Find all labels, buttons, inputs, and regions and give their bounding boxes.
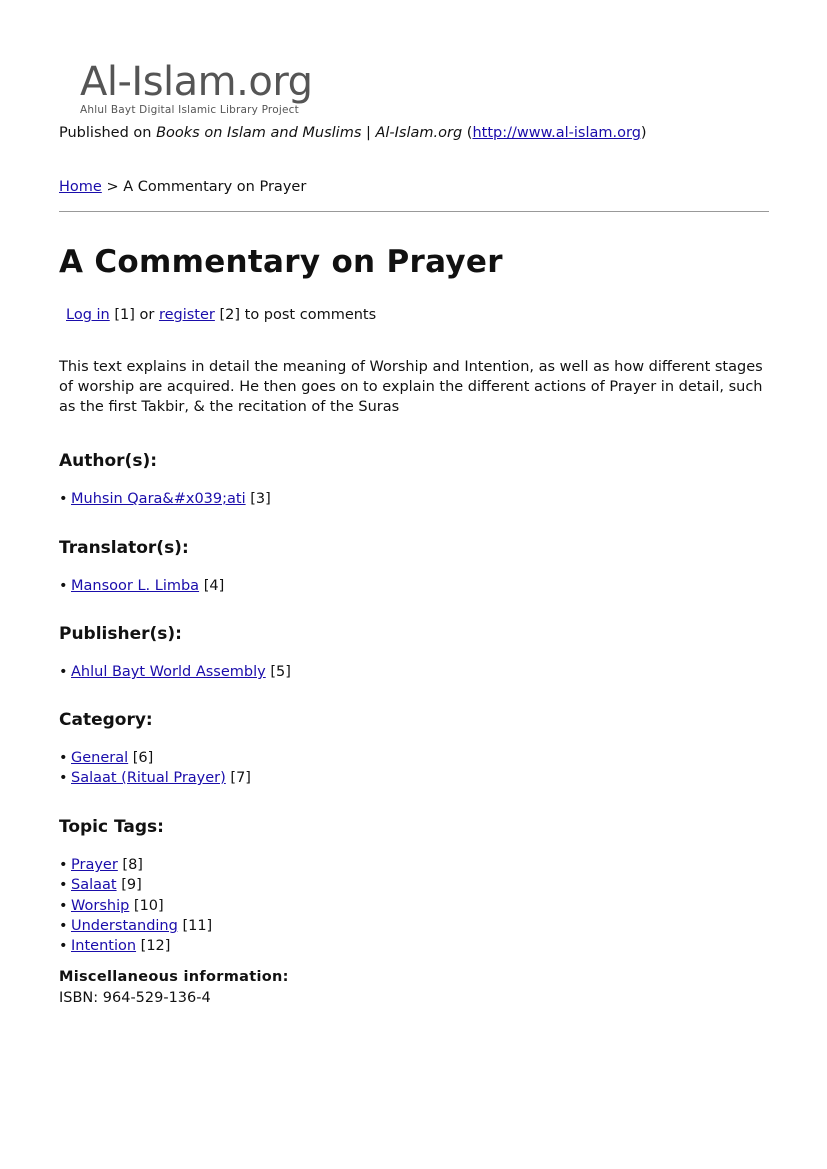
list-item xyxy=(59,748,251,768)
authors-section xyxy=(59,451,271,509)
login-suffix: to post comments xyxy=(244,307,377,323)
ref-number: [8] xyxy=(122,857,143,873)
login-prompt xyxy=(66,307,376,323)
tag-link[interactable]: Intention xyxy=(71,938,137,955)
breadcrumb-separator: > xyxy=(106,179,119,195)
ref-number: [5] xyxy=(270,664,291,680)
publisher-link[interactable]: Ahlul Bayt World Assembly xyxy=(71,664,266,680)
publishers-list xyxy=(59,662,291,682)
ref-number: [3] xyxy=(250,491,271,507)
tag-link[interactable]: Salaat xyxy=(71,877,117,894)
list-item xyxy=(59,768,251,788)
breadcrumb xyxy=(59,179,306,195)
site-logo xyxy=(80,59,320,120)
translators-section xyxy=(59,538,224,596)
ref-number: [10] xyxy=(133,897,164,914)
list-item xyxy=(59,855,212,875)
tag-link[interactable]: Prayer xyxy=(71,857,118,873)
login-link[interactable]: Log in xyxy=(66,307,110,323)
logo-tagline: Ahlul Bayt Digital Islamic Library Project xyxy=(80,104,299,116)
breadcrumb-current: A Commentary on Prayer xyxy=(123,179,307,195)
ref-number: [12] xyxy=(140,938,171,955)
register-ref: [2] xyxy=(219,307,241,323)
list-item xyxy=(59,576,224,596)
site-url-link[interactable]: http://www.al-islam.org xyxy=(472,125,641,141)
author-link[interactable]: Muhsin Qara&#x039;ati xyxy=(71,491,246,507)
translators-heading: Translator(s): xyxy=(59,538,189,558)
translators-list xyxy=(59,576,224,596)
publishers-heading: Publisher(s): xyxy=(59,624,182,644)
list-item xyxy=(59,896,212,916)
list-item xyxy=(59,489,271,509)
header-divider xyxy=(59,211,769,212)
tag-link[interactable]: Understanding xyxy=(71,917,178,934)
ref-number: [11] xyxy=(182,917,213,934)
category-link[interactable]: Salaat (Ritual Prayer) xyxy=(71,770,226,787)
authors-list xyxy=(59,489,271,509)
published-prefix: Published on xyxy=(59,125,152,141)
category-link[interactable]: General xyxy=(71,750,129,766)
ref-number: [7] xyxy=(230,770,251,787)
breadcrumb-home-link[interactable]: Home xyxy=(59,179,102,195)
topic-tags-heading: Topic Tags: xyxy=(59,817,164,837)
category-heading: Category: xyxy=(59,710,153,730)
topic-tags-list xyxy=(59,855,212,956)
list-item xyxy=(59,875,212,895)
page-title: A Commentary on Prayer xyxy=(59,244,503,280)
translator-link[interactable]: Mansoor L. Limba xyxy=(71,578,200,594)
isbn-value: ISBN: 964-529-136-4 xyxy=(59,990,211,1006)
site-name: Books on Islam and Muslims | Al-Islam.org xyxy=(156,125,463,141)
published-line: Published on Books on Islam and Muslims | Al-Islam.org (http://www.al-islam.org) xyxy=(59,125,647,141)
category-list xyxy=(59,748,251,789)
list-item xyxy=(59,662,291,682)
login-ref: [1] xyxy=(114,307,135,323)
publishers-section xyxy=(59,624,291,682)
logo-wordmark: Al-Islam.org xyxy=(80,59,313,105)
login-or: or xyxy=(139,307,155,323)
ref-number: [4] xyxy=(203,578,225,594)
ref-number: [6] xyxy=(132,750,154,766)
misc-info-label: Miscellaneous information: xyxy=(59,969,289,985)
tag-link[interactable]: Worship xyxy=(71,897,130,914)
topic-tags-section xyxy=(59,817,212,956)
ref-number: [9] xyxy=(121,877,142,894)
register-link[interactable]: register xyxy=(158,307,215,323)
list-item xyxy=(59,916,212,936)
list-item xyxy=(59,936,212,956)
category-section xyxy=(59,710,251,789)
book-description: This text explains in detail the meaning of Worship and Intention, as well as how different stages of worship are acquired. He then goes on to explain the different actions of Prayer in detail, such as the first Takbir, & the recitation of the Suras xyxy=(59,359,763,415)
authors-heading: Author(s): xyxy=(59,451,158,471)
